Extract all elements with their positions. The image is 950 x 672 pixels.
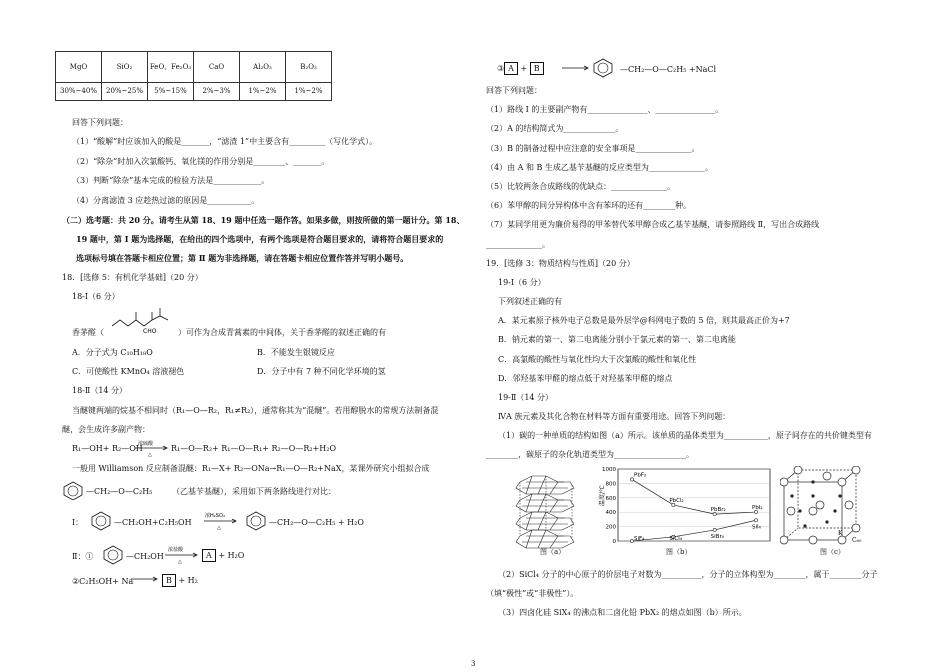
table-cell: 5%~15% (148, 83, 194, 101)
y-tick-label: 800 (605, 481, 616, 488)
table-header-cell: B₂O₃ (286, 52, 332, 83)
box-b: B (530, 62, 544, 75)
y-tick-label: 0 (612, 539, 616, 545)
figure-b-caption: 图（b） (666, 548, 692, 556)
mixed-ether-line2: 醚，会生成许多副产物： (62, 425, 150, 434)
table-cell: 1%~2% (286, 83, 332, 101)
benzene-ring-icon (88, 510, 114, 532)
question-r5: （5）比较两条合成路线的优缺点：______________。 (486, 182, 676, 191)
mixed-ether-line1: 当醚键两端的烷基不相同时（R₁—O—R₂，R₁≠R₂），通常称其为“混醚”。若用醇脱水的常规方法制备混 (72, 406, 439, 415)
question-18-2-heading: 18-Ⅱ（14 分） (72, 386, 128, 395)
y-tick-label: 600 (605, 495, 616, 502)
chart-frame (618, 469, 770, 541)
question-18-1-stem-start: 香茅醛（ (72, 328, 104, 337)
table-header-cell: SiO₂ (102, 52, 148, 83)
question-r7-line2: ______________。 (486, 240, 550, 249)
option-d: D．分子中有 7 种不同化学环境的氢 (257, 367, 386, 376)
reaction-1-right: R₁—O—R₂+ R₁—O—R₁+ R₂—O—R₂+H₂O (171, 444, 336, 453)
question-2: （2）“除杂”时加入次氯酸钙、氧化镁的作用分别是________、_______。 (72, 157, 330, 166)
table-header-cell: FeO、Fe₂O₃ (148, 52, 194, 83)
reaction-1-left: R₁—OH+ R₂—OH (72, 444, 143, 453)
data-label: SiF₄ (634, 536, 645, 542)
question-4: （4）分离滤渣 3 应趁热过滤的原因是___________。 (72, 196, 260, 205)
step-3-prefix: ③ (497, 64, 505, 73)
benzene-ring-icon (243, 510, 269, 532)
question-19-2-heading: 19-Ⅱ（14 分） (498, 393, 554, 402)
step-3-plus: + (520, 64, 528, 73)
y-tick-label: 1000 (602, 467, 616, 473)
table-cell: 30%~40% (56, 83, 102, 101)
figure-a-graphite (512, 470, 582, 556)
table-header-cell: MgO (56, 52, 102, 83)
question-18-1-stem-end: ）可作为合成青蒿素的中间体，关于香茅醛的叙述正确的有 (178, 328, 386, 337)
route-2b-product (162, 574, 198, 587)
route-2b-arrow (130, 572, 160, 586)
route-2b-left: ②C₂H₅OH+ Na (72, 577, 134, 586)
target-name: （乙基苄基醚），采用如下两条路线进行对比： (172, 487, 336, 496)
option-a: A．分子式为 C₁₀H₁₈O (72, 348, 153, 357)
option-c: C．可使酸性 KMnO₄ 溶液褪色 (72, 367, 185, 376)
route-2-arrow (164, 544, 200, 566)
question-r1: （1）路线 Ⅰ 的主要副产物有_______________、_______________。 (486, 105, 724, 114)
question-1: （1）“酸解”时应该加入的酸是_______，“滤渣 1”中主要含有_________（写化学式）。 (72, 137, 378, 146)
elective-instructions-line3: 选项标号填在答题卡相应位置；第 Ⅱ 题为非选择题，请在答题卡相应位置作答并写明小题号。 (76, 253, 409, 263)
figure-a-caption: 图（a） (540, 548, 566, 556)
table-header-cell: CaO (194, 52, 240, 83)
question-3: （3）判断“除杂”基本完成的检验方法是____________。 (72, 176, 270, 185)
question-r2: （2）A 的结构简式为_____________。 (486, 124, 624, 133)
answer-intro: 回答下列问题： (486, 86, 542, 95)
sub-question-1-line2: ________，碳原子的杂化轨道类型为__________________。 (486, 450, 694, 459)
question-19-2-intro: ⅣA 族元素及其化合物在材料等方面有重要用途。回答下列问题： (498, 412, 731, 421)
data-label: SiCl₄ (669, 536, 682, 542)
question-r3: （3）B 的制备过程中应注意的安全事项是______________。 (486, 144, 700, 153)
data-label: PbI₂ (752, 505, 763, 512)
option-a: A．某元素原子核外电子总数是最外层学@科网电子数的 5 倍，则其最高正价为+7 (498, 316, 790, 325)
table-row (56, 52, 332, 83)
table-row (56, 83, 332, 101)
sub-question-2-line2: （填“极性”或“非极性”）。 (486, 589, 579, 598)
elective-instructions-line2: 19 题中，第 Ⅰ 题为选择题，在给出的四个选项中，有两个选项是符合题目要求的，请将符合题目要求的 (76, 234, 444, 244)
benzene-ring-icon (60, 480, 86, 500)
reaction-1-heat: △ (148, 452, 152, 458)
citronellal-structure (106, 304, 178, 334)
option-d: D．邻羟基苯甲醛的熔点低于对羟基苯甲醛的熔点 (498, 374, 673, 383)
data-label: PbCl₂ (669, 497, 684, 504)
route-1-reactant: —CH₂OH+C₂H₅OH (114, 518, 192, 527)
williamson-line: 一般用 Williamson 反应制备混醚：R₁—X+ R₂—ONa→R₁—O—R₂+NaX，某课外研究小组拟合成 (72, 464, 430, 473)
route-1-condition: 浓H₂SO₄ (205, 513, 225, 519)
route-1-arrow (203, 510, 239, 532)
sub-question-2-line1: （2）SiCl₄ 分子的中心原子的价层电子对数为__________，分子的立体构型为________，属于________分子 (498, 570, 878, 579)
step-3-arrow (560, 58, 620, 78)
question-19-1-stem: 下列叙述正确的有 (498, 297, 562, 306)
sub-question-3: （3）四卤化硅 SiX₄ 的沸点和二卤化铅 PbX₂ 的熔点如图（b）所示。 (498, 608, 747, 617)
elective-instructions-line1: （二）选考题：共 20 分。请考生从第 18、19 题中任选一题作答。如果多做，则按所做的第一题计分。第 18、 (62, 215, 465, 225)
question-18-1-heading: 18-Ⅰ（6 分） (72, 292, 120, 301)
y-axis-label: 温度/℃ (599, 485, 606, 506)
data-point (754, 519, 757, 522)
table-cell: 1%~2% (240, 83, 286, 101)
data-label: PbBr₂ (710, 507, 726, 514)
route-2-label: Ⅱ：① (72, 552, 94, 561)
table-header-cell: Al₂O₃ (240, 52, 286, 83)
box-a: A (504, 62, 518, 75)
option-b: B．不能发生银镜反应 (257, 348, 335, 357)
route-1-heat: △ (217, 525, 221, 531)
data-label: PbF₂ (634, 472, 647, 479)
figure-c-k-label: K (838, 530, 843, 537)
data-label: SiBr₄ (710, 533, 724, 540)
box-a: A (202, 549, 216, 562)
question-18-title: 18．[选修 5：有机化学基础]（20 分） (62, 273, 203, 282)
figure-c-c60-label: C₆₀ (852, 537, 862, 544)
question-19-title: 19．[选修 3：物质结构与性质]（20 分） (486, 259, 635, 268)
route-2-byproduct: + H₂O (218, 551, 245, 560)
series-line (632, 479, 756, 514)
reaction-1-condition: 浓硫酸 (138, 441, 154, 447)
route-2-condition: 浓盐酸 (168, 547, 184, 553)
y-tick-label: 200 (605, 524, 616, 531)
sub-question-1-line1: （1）碳的一种单质的结构如图（a）所示。该单质的晶体类型为___________，原子间存在的共价键类型有 (498, 431, 872, 440)
table-cell: 2%~3% (194, 83, 240, 101)
route-1-product: —CH₂—O—C₂H₅ + H₂O (269, 518, 364, 527)
answer-intro: 回答下列问题： (72, 118, 128, 127)
option-c: C．高氯酸的酸性与氧化性均大于次氯酸的酸性和氧化性 (498, 355, 697, 364)
figure-c-caption: 图（c） (820, 548, 845, 556)
box-b: B (162, 574, 176, 587)
question-r4: （4）由 A 和 B 生成乙基苄基醚的反应类型为______________。 (486, 163, 713, 172)
question-r7-line1: （7）某同学用更为廉价易得的甲苯替代苯甲醇合成乙基苄基醚，请参照路线 Ⅱ，写出合成路线 (486, 220, 820, 229)
table-cell: 20%~25% (102, 83, 148, 101)
route-1-label: Ⅰ： (72, 518, 84, 527)
route-2-heat: △ (178, 559, 182, 565)
route-2-reactant: —CH₂OH (126, 552, 164, 561)
question-19-1-heading: 19-Ⅰ（6 分） (498, 278, 546, 287)
reaction-1-arrow (134, 438, 170, 458)
route-2b-byproduct: + H₂ (178, 576, 198, 585)
step-3-product: —CH₂—O—C₂H₅ +NaCl (620, 65, 717, 74)
question-r6: （6）苯甲醇的同分异构体中含有苯环的还有________种。 (486, 201, 692, 210)
y-tick-label: 400 (605, 510, 616, 517)
page-number: 3 (471, 660, 476, 668)
data-point (713, 528, 716, 531)
oxide-composition-table (55, 51, 332, 101)
figure-b-chart (588, 466, 776, 548)
series-line (632, 520, 756, 541)
step-3-line (497, 62, 544, 75)
cho-label: CHO (143, 328, 157, 334)
benzene-ring-icon (100, 544, 126, 566)
target-formula: —CH₂—O—C₂H₅ (86, 487, 153, 496)
option-b: B．钠元素的第一、第二电离能分别小于氯元素的第一、第二电离能 (498, 335, 736, 344)
data-label: SiI₄ (752, 524, 761, 531)
route-2-product (202, 549, 244, 562)
